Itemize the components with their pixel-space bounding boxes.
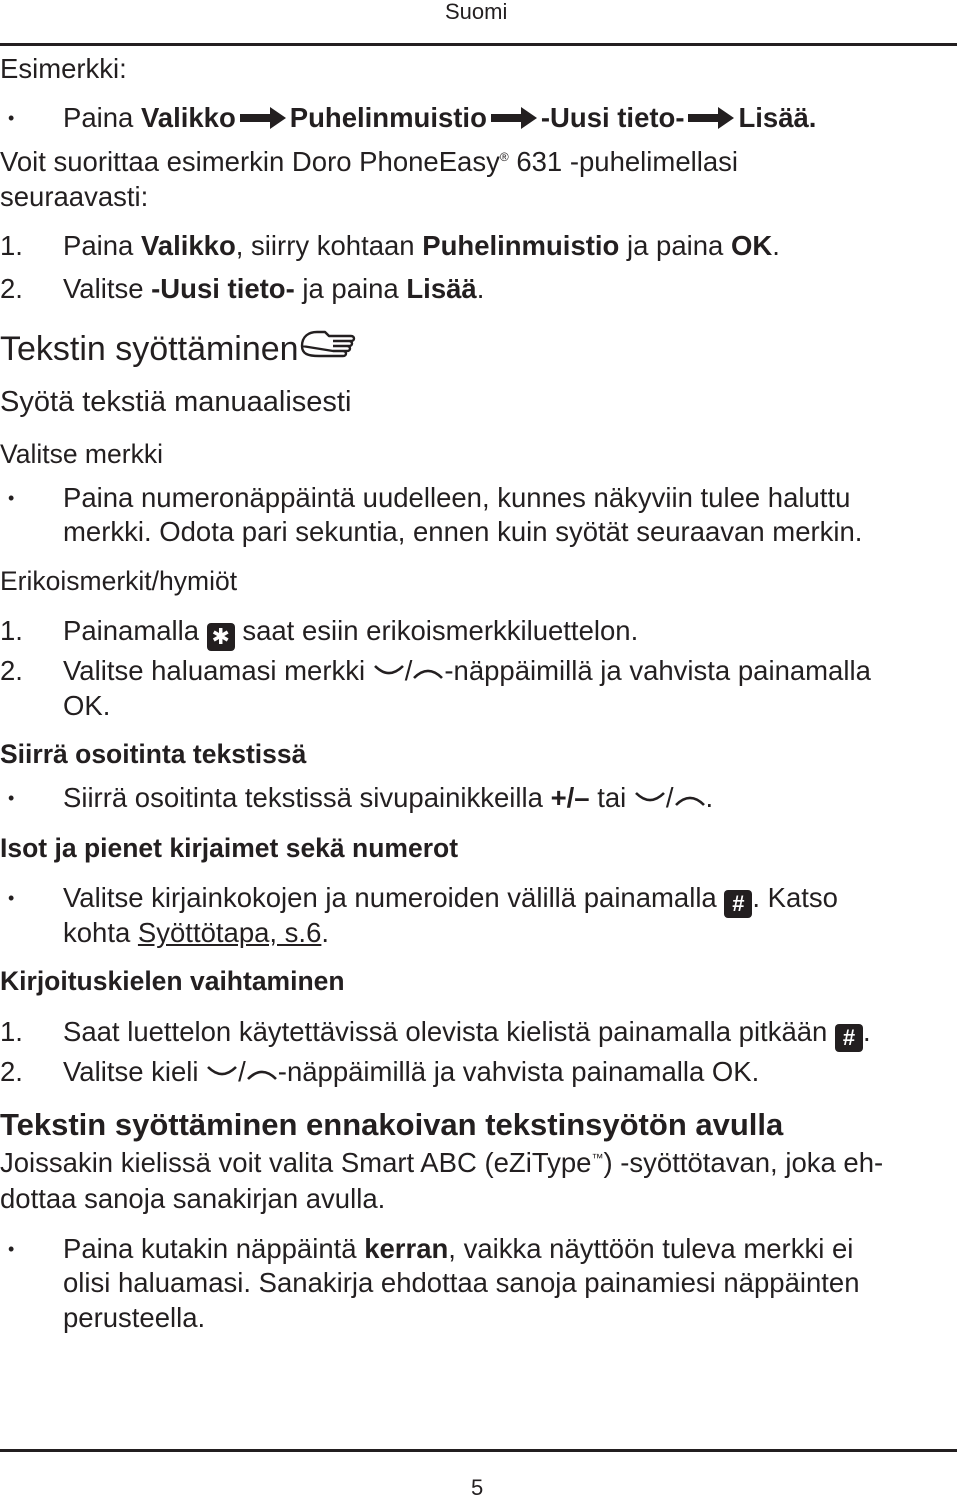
intro-text-end: 631 -puhelimellasi [516,146,738,177]
example-intro-line2: seuraavasti: [0,181,149,212]
step-text: -näppäimillä ja vahvista painamalla [444,655,871,686]
case-line2 [63,916,329,950]
menu-ref: Valikko [140,230,236,261]
side-keys-ref: +/– [550,782,590,813]
example-step2 [63,272,484,306]
star-key-icon: ✱ [207,623,235,651]
bullet-dot: • [8,1239,15,1259]
case-line [63,881,838,918]
arrow-right-icon [240,105,286,131]
footer-rule [0,1449,957,1452]
input-method-link[interactable]: Syöttötapa, s.6 [137,917,322,948]
step-text: -näppäimillä ja vahvista painamalla [277,1056,705,1087]
left-softkey-icon [373,664,405,680]
step-text: . [705,782,714,813]
step-number: 1. [0,1016,23,1047]
section-title-text: Tekstin syöttäminen [0,330,299,368]
step-text: Joissakin kielissä voit valita Smart ABC (eZiType [0,1147,592,1178]
step-text: ja paina [294,273,407,304]
step-text: tai [597,782,627,813]
cursor-line [63,781,713,815]
step-text: . [751,1056,760,1087]
left-softkey-icon [206,1065,238,1081]
step-text: Saat luettelon käytettävissä olevista kielistä painamalla pitkään [63,1016,828,1047]
ok-ref: OK [63,690,103,721]
step-text: , vaikka näyttöön tuleva merkki ei [448,1233,854,1264]
section-title [0,328,357,369]
predictive-intro-line1 [0,1146,883,1180]
step-text: Paina [63,230,141,261]
example-step1 [63,229,780,263]
menu-path-item: Valikko [140,102,236,133]
trademark-mark: ™ [591,1150,604,1165]
step-text: ) -syöttötavan, joka eh- [603,1147,884,1178]
bullet-dot: • [8,888,15,908]
step-text: Painamalla [63,615,200,646]
step-text: Valitse haluamasi merkki [63,655,366,686]
registered-mark: ® [499,149,509,164]
ok-ref: OK [730,230,773,261]
slash-text: / [404,655,413,686]
special-step1 [63,614,638,651]
section-title: Tekstin syöttäminen ennakoivan tekstinsyötön avulla [0,1107,784,1142]
step-text: . [862,1016,871,1047]
left-softkey-icon [634,791,666,807]
example-intro-line1 [0,145,738,179]
arrow-right-icon [688,105,734,131]
right-softkey-icon [246,1065,278,1081]
bullet-dot: • [8,488,15,508]
predictive-intro-line2: dottaa sanoja sanakirjan avulla. [0,1183,386,1214]
step-number: 2. [0,273,23,304]
step-text: Valitse [63,273,152,304]
page-language-header: Suomi [445,0,508,24]
language-step2 [63,1055,759,1089]
predictive-bullet-line3: perusteella. [63,1302,206,1333]
subheading: Isot ja pienet kirjaimet sekä numerot [0,833,459,863]
step-text: Valitse kirjainkokojen ja numeroiden välillä painamalla [63,882,717,913]
subheading: Erikoismerkit/hymiöt [0,566,238,596]
step-text: Siirrä osoitinta tekstissä sivupainikkeilla [63,782,543,813]
step-text: . [321,917,330,948]
special-step2-cont [63,689,110,723]
subheading: Valitse merkki [0,439,163,469]
step-text: . [772,230,780,261]
step-number: 1. [0,615,23,646]
ok-ref: OK [711,1056,752,1087]
step-number: 2. [0,1056,23,1087]
predictive-bullet-line2: olisi haluamasi. Sanakirja ehdottaa sanoja painamiesi näppäinten [63,1267,860,1298]
menu-path-item: Puhelinmuistio [289,102,487,133]
step-text: , siirry kohtaan [235,230,423,261]
subheading: Kirjoituskielen vaihtaminen [0,966,345,996]
predictive-bullet-line1 [63,1232,853,1266]
step-number: 1. [0,230,23,261]
hash-key-icon: # [835,1024,863,1052]
menu-ref: Puhelinmuistio [422,230,620,261]
press-text: Paina [63,102,134,133]
menu-path-item: -Uusi tieto- [540,102,685,133]
step-text: Valitse kieli [63,1056,199,1087]
subsection-title: Syötä tekstiä manuaalisesti [0,386,352,418]
example-path-line [63,101,816,135]
example-label: Esimerkki: [0,53,127,84]
bullet-dot: • [8,788,15,808]
menu-ref: Lisää [406,273,477,304]
right-softkey-icon [674,791,706,807]
hash-key-icon: # [724,890,752,918]
step-text: Paina kutakin näppäintä [63,1233,365,1264]
step-text: ja paina [619,230,731,261]
intro-text: Voit suorittaa esimerkin Doro PhoneEasy [0,146,500,177]
special-step2 [63,654,871,688]
slash-text: / [238,1056,246,1087]
paragraph-line: Paina numeronäppäintä uudelleen, kunnes näkyviin tulee haluttu [63,482,851,513]
header-rule [0,43,957,46]
page-number: 5 [471,1475,484,1500]
arrow-right-icon [491,105,537,131]
bullet-dot: • [8,108,15,128]
paragraph-line: merkki. Odota pari sekuntia, ennen kuin syötät seuraavan merkin. [63,516,863,547]
step-text: saat esiin erikoismerkkiluettelon. [242,615,639,646]
emphasis-text: kerran [364,1233,449,1264]
language-step1 [63,1015,871,1052]
pointing-hand-icon [299,328,357,364]
step-text: . [476,273,485,304]
step-text: kohta [63,917,138,948]
step-text: . Katso [752,882,838,913]
slash-text: / [665,782,674,813]
menu-path-item: Lisää. [738,102,817,133]
step-number: 2. [0,655,23,686]
subheading: Siirrä osoitinta tekstissä [0,739,307,769]
menu-ref: -Uusi tieto- [151,273,295,304]
step-text: . [102,690,111,721]
right-softkey-icon [412,664,444,680]
